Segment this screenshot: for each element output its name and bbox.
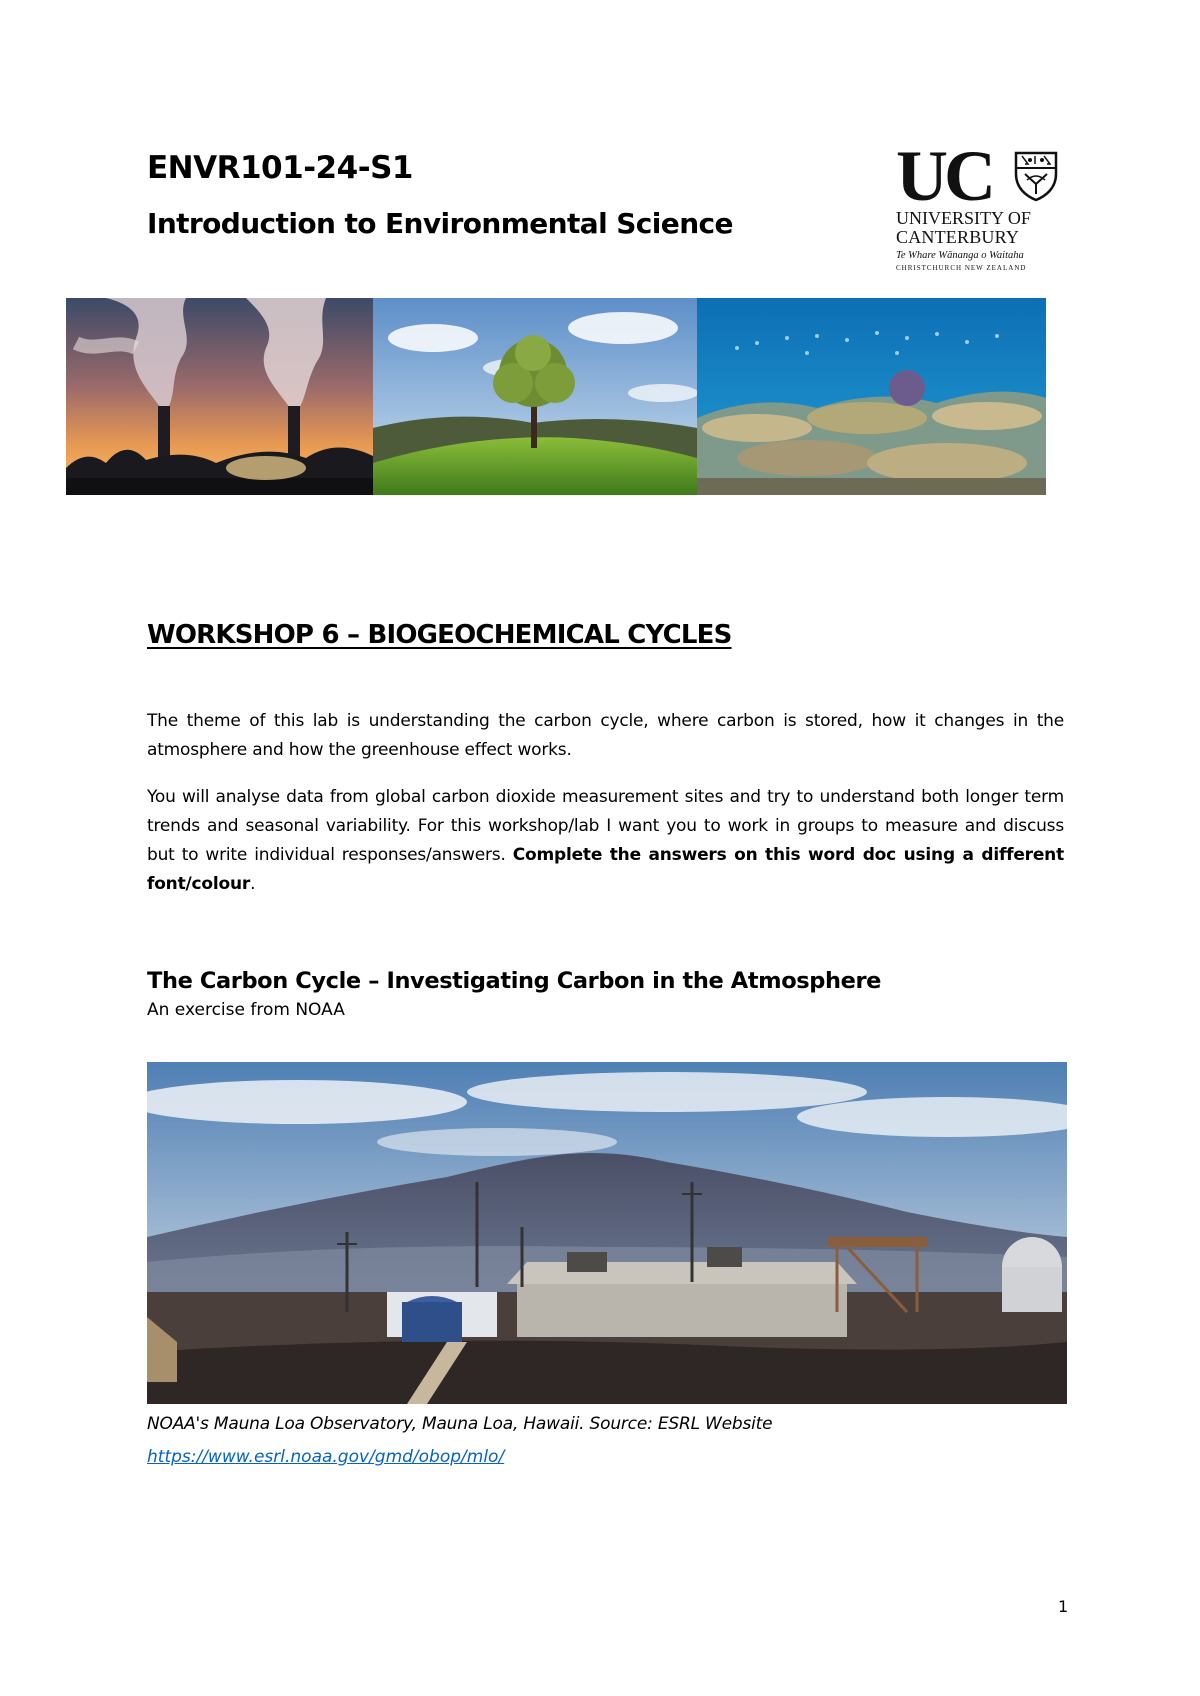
instructions-end: . xyxy=(250,874,256,894)
banner-images xyxy=(66,298,1046,495)
logo-canterbury: CANTERBURY xyxy=(896,227,1020,247)
section-title: The Carbon Cycle – Investigating Carbon in the Atmosphere xyxy=(147,968,882,994)
logo-university-of: UNIVERSITY OF xyxy=(896,208,1031,228)
logo-location: CHRISTCHURCH NEW ZEALAND xyxy=(896,264,1027,272)
course-code: ENVR101-24-S1 xyxy=(147,150,413,186)
instructions-text: You will analyse data from global carbon dioxide measurement sites and try to understand both longer term trends and seasonal variability. For this workshop/lab I want you to work in groups to measure and discuss but to write individual responses/answers. xyxy=(147,787,1064,865)
logo-mark: UC xyxy=(896,136,992,216)
workshop-title: WORKSHOP 6 – BIOGEOCHEMICAL CYCLES xyxy=(147,620,732,650)
section-subtitle: An exercise from NOAA xyxy=(147,1000,345,1020)
coral-reef-photo xyxy=(697,298,1046,495)
logo-maori-name: Te Whare Wānanga o Waitaha xyxy=(896,250,1024,261)
page-number: 1 xyxy=(1058,1597,1069,1616)
instructions-paragraph xyxy=(147,783,1064,899)
crest-icon xyxy=(1013,150,1059,202)
power-plant-smokestacks-photo xyxy=(66,298,373,495)
figure-caption: NOAA's Mauna Loa Observatory, Mauna Loa, Hawaii. Source: ESRL Website xyxy=(147,1414,773,1434)
intro-paragraph: The theme of this lab is understanding the carbon cycle, where carbon is stored, how it changes in the atmosphere and how the greenhouse effect works. xyxy=(147,711,1064,760)
instructions-bold: Complete the answers on this word doc using a different font/colour xyxy=(147,845,1065,894)
course-title: Introduction to Environmental Science xyxy=(147,207,733,240)
lone-tree-on-hill-photo xyxy=(373,298,697,495)
university-logo xyxy=(896,136,1062,276)
esrl-link[interactable]: https://www.esrl.noaa.gov/gmd/obop/mlo/ xyxy=(147,1447,505,1467)
mauna-loa-observatory-photo xyxy=(147,1062,1067,1404)
